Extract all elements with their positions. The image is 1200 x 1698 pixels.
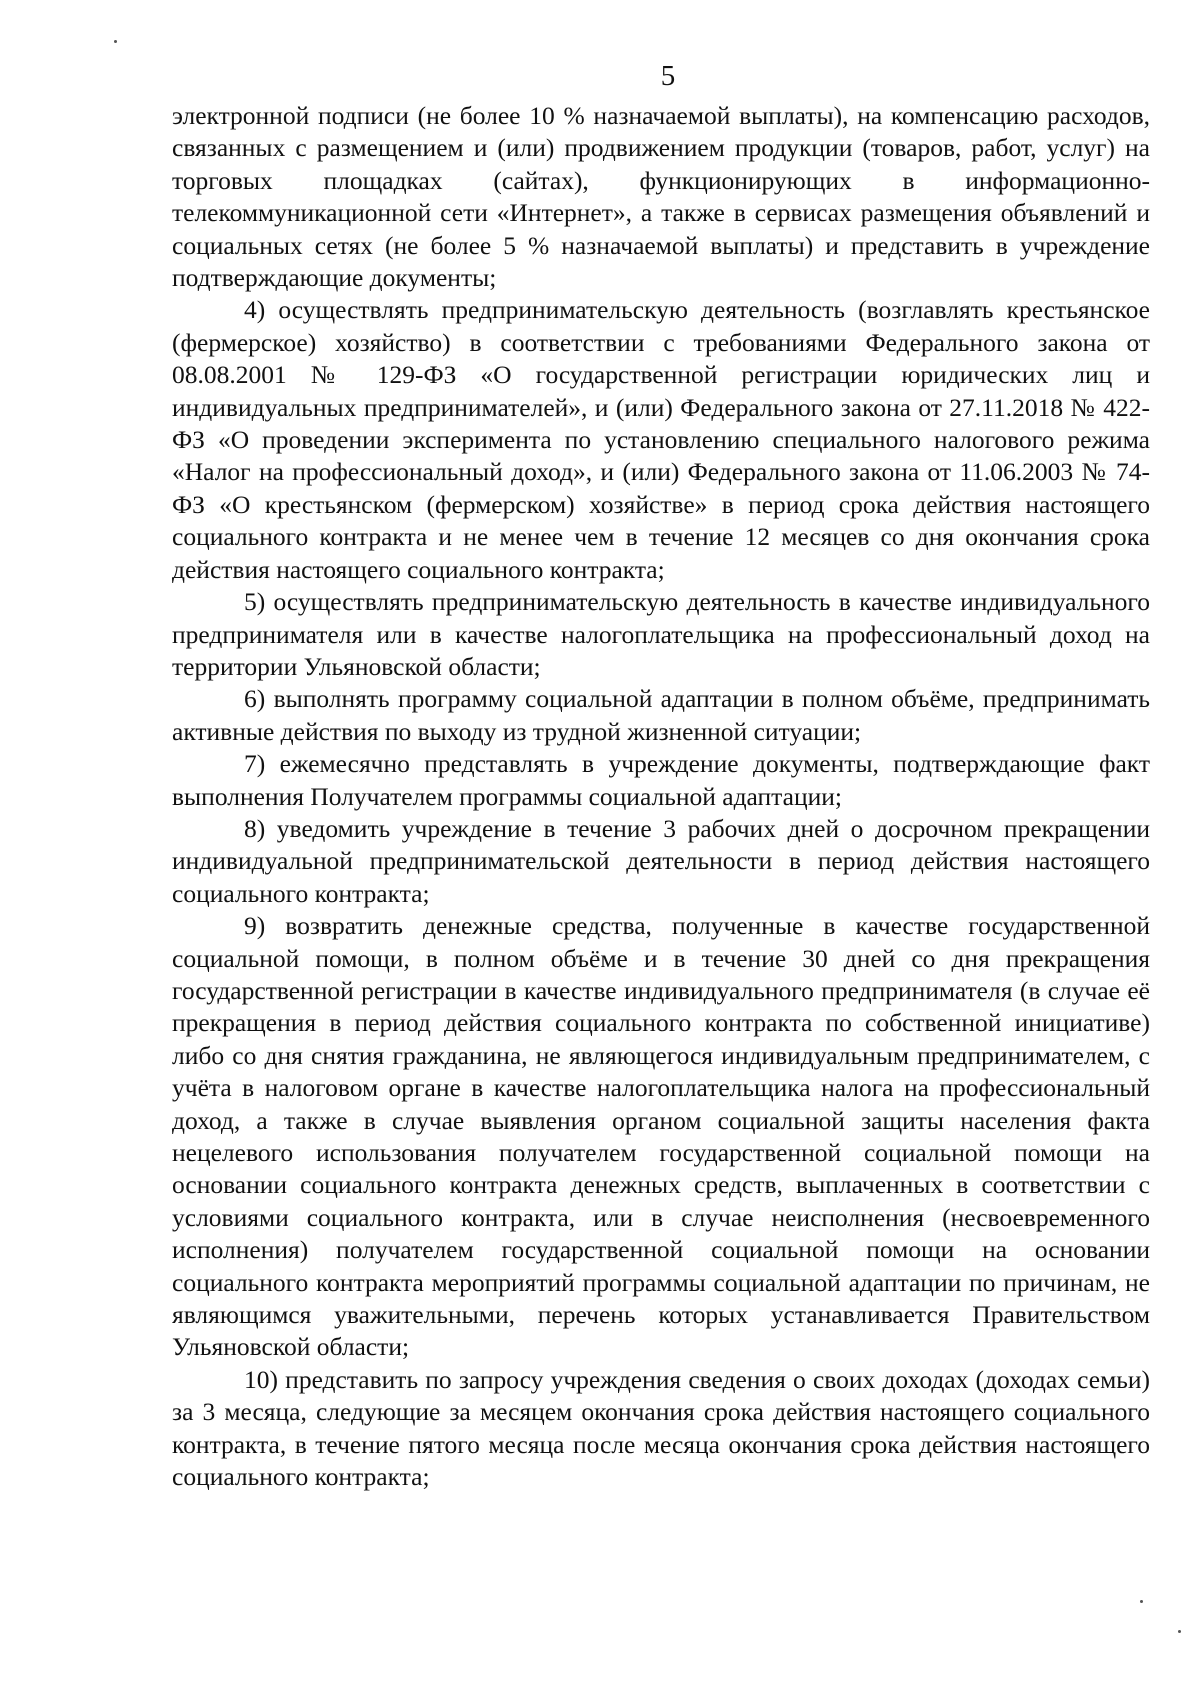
scan-speck [1140,1600,1143,1603]
list-item-8: 8) уведомить учреждение в течение 3 рабочих дней о досрочном прекращении индивидуальной предпринимательской деятельности в период действия настоящего социального контракта; [172,813,1150,908]
paragraph-continuation: электронной подписи (не более 10 % назначаемой выплаты), на компенсацию расходов, связанных с размещением и (или) продвижением продукции (товаров, работ, услуг) на торговых площадках (сайтах), функционирующих в информационно-телекоммуникационной сети «Интернет», а также в сервисах размещения объявлений и социальных сетях (не более 5 % назначаемой выплаты) и представить в учреждение подтверждающие документы; [172,101,1150,293]
list-item-6: 6) выполнять программу социальной адаптации в полном объёме, предпринимать активные действия по выходу из трудной жизненной ситуации; [172,684,1150,746]
scan-speck [114,40,117,43]
list-item-5: 5) осуществлять предпринимательскую деятельность в качестве индивидуального предпринимателя или в качестве налогоплательщика на профессиональный доход на территории Ульяновской области; [172,587,1150,681]
list-item-10: 10) представить по запросу учреждения сведения о своих доходах (доходах семьи) за 3 месяца, следующие за месяцем окончания срока действия настоящего социального контракта, в течение пятого месяца после месяца окончания срока действия настоящего социального контракта; [172,1364,1150,1492]
list-item-9: 9) возвратить денежные средства, полученные в качестве государственной социальной помощи, в полном объёме и в течение 30 дней со дня прекращения государственной регистрации в качестве индивидуального предпринимателя (в случае её прекращения в период действия социального контракта по собственной инициативе) либо со дня снятия гражданина, не являющегося индивидуальным предпринимателем, с учёта в налоговом органе в качестве налогоплательщика налога на профессиональный доход, а также в случае выявления органом социальной защиты населения факта нецелевого использования получателем государственной социальной помощи на основании социального контракта денежных средств, выплаченных в соответствии с условиями социального контракта, или в случае неисполнения (несвоевременного исполнения) получателем государственной социальной помощи на основании социального контракта мероприятий программы социальной адаптации по причинам, не являющимся уважительными, перечень которых устанавливается Правительством Ульяновской области; [172,911,1150,1362]
scan-speck [1178,1630,1181,1633]
list-item-4: 4) осуществлять предпринимательскую деятельность (возглавлять крестьянское (фермерское) хозяйство) в соответствии с требованиями Федерального закона от 08.08.2001 № 129-ФЗ «О государственной регистрации юридических лиц и индивидуальных предпринимателей», и (или) Федерального закона от 27.11.2018 № 422-ФЗ «О проведении эксперимента по установлению специального налогового режима «Налог на профессиональный доход», и (или) Федерального закона от 11.06.2003 № 74-ФЗ «О крестьянском (фермерском) хозяйстве» в период срока действия настоящего социального контракта и не менее чем в течение 12 месяцев со дня окончания срока действия настоящего социального контракта; [172,295,1150,584]
page-number: 5 [660,60,676,92]
list-item-7: 7) ежемесячно представлять в учреждение документы, подтверждающие факт выполнения Получателем программы социальной адаптации; [172,749,1150,811]
body-text [172,100,1150,1493]
